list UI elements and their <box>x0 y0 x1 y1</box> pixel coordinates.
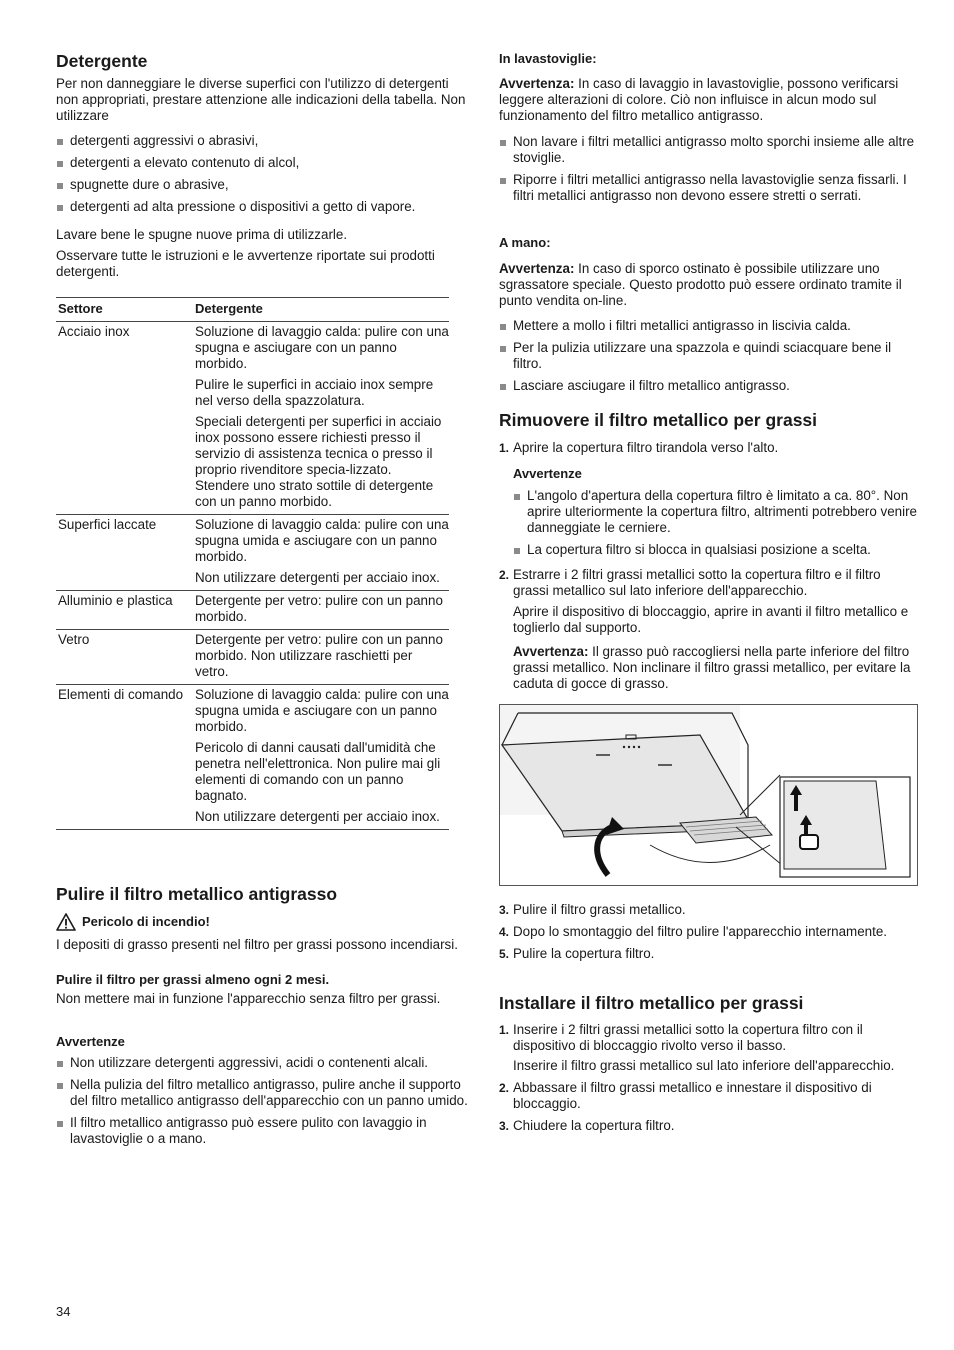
table-row <box>56 630 449 685</box>
step-text: Abbassare il filtro grassi metallico e innestare il dispositivo di bloccaggio. <box>513 1080 872 1111</box>
rimuovere-heading: Rimuovere il filtro metallico per grassi <box>499 410 818 430</box>
warning-triangle-icon <box>56 913 76 931</box>
pulire-heading: Pulire il filtro metallico antigrasso <box>56 884 338 904</box>
list-item: Mettere a mollo i filtri metallici antigrasso in liscivia calda. <box>499 318 917 334</box>
cell-text: Pulire le superfici in acciaio inox sempre nel verso della spazzolatura. <box>195 377 434 408</box>
detergente-intro: Per non danneggiare le diverse superfici con l'utilizzo di detergenti non appropriati, prestare attenzione alle indicazioni della tabella. Non utilizzare <box>56 76 466 123</box>
cell-text: Speciali detergenti per superfici in acciaio inox possono essere richiesti presso il servizio di assistenza tecnica o presso il proprio rivenditore specia-lizzato. Stendere uno strato sottile di detergente con un panno morbido. <box>195 414 442 509</box>
cell-text: Non utilizzare detergenti per acciaio inox. <box>195 570 440 585</box>
cell-text: Soluzione di lavaggio calda: pulire con una spugna umida e asciugare con un panno morbido. <box>195 517 449 564</box>
step-extra: Inserire il filtro grassi metallico sul lato inferiore dell'apparecchio. <box>513 1058 895 1073</box>
step-text: Estrarre i 2 filtri grassi metallici sotto la copertura filtro e il filtro grassi metallico sul lato inferiore dell'apparecchio. <box>513 567 881 598</box>
detergente-heading: Detergente <box>56 51 148 71</box>
list-item: La copertura filtro si blocca in qualsiasi posizione a scelta. <box>513 542 917 558</box>
step-text: Aprire la copertura filtro tirandola verso l'alto. <box>513 440 779 455</box>
step-text: Dopo lo smontaggio del filtro pulire l'apparecchio internamente. <box>513 924 887 939</box>
warning-line <box>56 913 210 931</box>
step <box>499 567 917 692</box>
step-text: Chiudere la copertura filtro. <box>513 1118 675 1133</box>
step-number: 3. <box>499 1119 510 1133</box>
table-cell-detergent <box>193 591 449 630</box>
rimuovere-steps-1-2 <box>499 440 917 692</box>
cell-text: Soluzione di lavaggio calda: pulire con una spugna umida e asciugare con un panno morbido. <box>195 687 449 734</box>
step-number: 2. <box>499 1081 510 1095</box>
step-note <box>513 644 917 692</box>
step <box>499 946 917 962</box>
list-item: detergenti aggressivi o abrasivi, <box>56 133 470 149</box>
list-item: detergenti ad alta pressione o dispositivi a getto di vapore. <box>56 199 470 215</box>
cell-text: Non utilizzare detergenti per acciaio inox. <box>195 809 440 824</box>
filter-removal-illustration <box>499 704 918 886</box>
warning-text: I depositi di grasso presenti nel filtro per grassi possono incendiarsi. <box>56 937 458 952</box>
table-cell-area: Alluminio e plastica <box>56 591 193 630</box>
table-cell-detergent <box>193 322 449 515</box>
step <box>499 902 917 918</box>
step-text: Pulire la copertura filtro. <box>513 946 655 961</box>
table-header: Detergente <box>193 298 449 322</box>
amano-label: A mano: <box>499 235 551 250</box>
step-number: 1. <box>499 1023 510 1037</box>
amano-text: In caso di sporco ostinato è possibile utilizzare uno sgrassatore speciale. Questo prodotto può essere ordinato tramite il punto vendita on-line. <box>499 261 902 308</box>
table-row <box>56 322 449 515</box>
lavastoviglie-list <box>499 134 917 204</box>
cell-text: Soluzione di lavaggio calda: pulire con una spugna e asciugare con un panno morbido. <box>195 324 449 371</box>
list-item: Non lavare i filtri metallici antigrasso molto sporchi insieme alle altre stoviglie. <box>499 134 917 166</box>
table-cell-detergent <box>193 685 449 830</box>
step <box>499 1022 917 1074</box>
table-cell-detergent <box>193 515 449 591</box>
step-number: 3. <box>499 903 510 917</box>
step-text: Pulire il filtro grassi metallico. <box>513 902 686 917</box>
cell-text: Detergente per vetro: pulire con un panno morbido. Non utilizzare raschietti per vetro. <box>195 632 443 679</box>
list-item: Per la pulizia utilizzare una spazzola e quindi sciacquare bene il filtro. <box>499 340 917 372</box>
table-header-row <box>56 298 449 322</box>
step <box>499 1080 917 1112</box>
table-cell-area: Vetro <box>56 630 193 685</box>
cell-text: Pericolo di danni causati dall'umidità che penetra nell'elettronica. Non pulire mai gli elementi di comando con un panno bagnato. <box>195 740 441 803</box>
list-item: Riporre i filtri metallici antigrasso nella lavastoviglie senza fissarli. I filtri metallici antigrasso non devono essere stretti o serrati. <box>499 172 917 204</box>
step <box>499 924 917 940</box>
cleaning-table <box>56 297 449 830</box>
step-note-text: Il grasso può raccogliersi nella parte inferiore del filtro grassi metallico. Non inclinare il filtro grassi metallico, per evitare la caduta di gocce di grasso. <box>513 644 911 691</box>
rimuovere-steps-3-5 <box>499 902 917 962</box>
avvertenza-word: Avvertenza: <box>499 261 575 276</box>
observe-note: Osservare tutte le istruzioni e le avvertenze riportate sui prodotti detergenti. <box>56 248 435 279</box>
list-item: Non utilizzare detergenti aggressivi, acidi o contenenti alcali. <box>56 1055 470 1071</box>
list-item: Nella pulizia del filtro metallico antigrasso, pulire anche il supporto del filtro metallico antigrasso dell'apparecchio con un panno umido. <box>56 1077 470 1109</box>
list-item: L'angolo d'apertura della copertura filtro è limitato a ca. 80°. Non aprire ulteriormente la copertura filtro, altrimenti potrebbero venire danneggiate le cerniere. <box>513 488 917 536</box>
list-item: Lasciare asciugare il filtro metallico antigrasso. <box>499 378 917 394</box>
table-cell-area: Acciaio inox <box>56 322 193 515</box>
sponge-note: Lavare bene le spugne nuove prima di utilizzarle. <box>56 227 348 242</box>
table-cell-area: Elementi di comando <box>56 685 193 830</box>
warning-label: Pericolo di incendio! <box>82 914 210 929</box>
table-cell-area: Superfici laccate <box>56 515 193 591</box>
step-extra: Aprire il dispositivo di bloccaggio, aprire in avanti il filtro metallico e toglierlo dal supporto. <box>513 604 909 635</box>
avvertenza-word: Avvertenza: <box>513 644 589 659</box>
avvertenze-list <box>513 488 917 558</box>
hood-filter-drawing <box>500 705 917 885</box>
step-number: 1. <box>499 441 510 455</box>
list-item: spugnette dure o abrasive, <box>56 177 470 193</box>
list-item: Il filtro metallico antigrasso può essere pulito con lavaggio in lavastoviglie o a mano. <box>56 1115 470 1147</box>
table-cell-detergent <box>193 630 449 685</box>
page-number: 34 <box>56 1304 71 1319</box>
list-item: detergenti a elevato contenuto di alcol, <box>56 155 470 171</box>
step <box>499 440 917 558</box>
step-number: 4. <box>499 925 510 939</box>
step <box>499 1118 917 1134</box>
avvertenze-label: Avvertenze <box>513 466 582 481</box>
avvertenze-label: Avvertenze <box>56 1034 125 1049</box>
step-number: 2. <box>499 568 510 582</box>
lavastoviglie-note <box>499 76 917 124</box>
table-row <box>56 515 449 591</box>
step-text: Inserire i 2 filtri grassi metallici sotto la copertura filtro con il dispositivo di bloccaggio rivolto verso il basso. <box>513 1022 863 1053</box>
lavastoviglie-label: In lavastoviglie: <box>499 51 597 66</box>
amano-list <box>499 318 917 394</box>
installare-steps <box>499 1022 917 1134</box>
step-number: 5. <box>499 947 510 961</box>
avvertenze-list <box>56 1055 470 1147</box>
table-row <box>56 685 449 830</box>
lavastoviglie-text: In caso di lavaggio in lavastoviglie, possono verificarsi leggere alterazioni di colore. Ciò non influisce in alcun modo sul funzionamento del filtro metallico antigrasso. <box>499 76 899 123</box>
detergente-list <box>56 133 470 215</box>
cell-text: Detergente per vetro: pulire con un panno morbido. <box>195 593 443 624</box>
warning-text2: Non mettere mai in funzione l'apparecchio senza filtro per grassi. <box>56 991 441 1006</box>
warning-bold: Pulire il filtro per grassi almeno ogni 2 mesi. <box>56 972 330 987</box>
table-row <box>56 591 449 630</box>
avvertenza-word: Avvertenza: <box>499 76 575 91</box>
table-header: Settore <box>56 298 193 322</box>
installare-heading: Installare il filtro metallico per grassi <box>499 993 804 1013</box>
amano-note <box>499 261 917 309</box>
